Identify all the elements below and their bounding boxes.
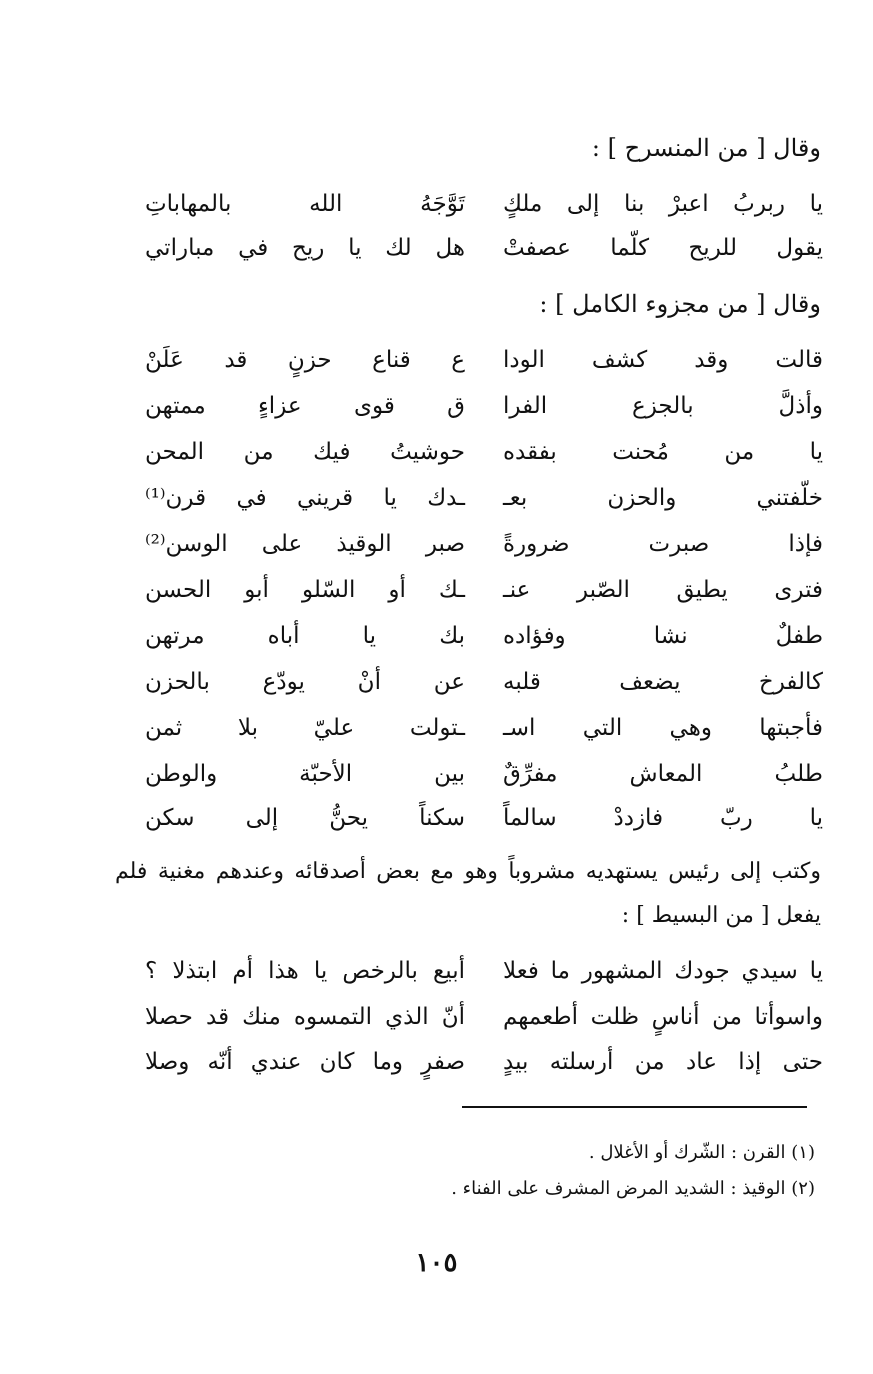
verse-first-hemistich: فترى يطيق الصّبر عنـ [503, 577, 823, 603]
footnote: (٢) الوقيذ : الشديد المرض المشرف على الفناء . [451, 1178, 815, 1199]
verse-first-hemistich: يا ربّ فازددْ سالماً [503, 805, 823, 831]
verse-line [145, 951, 823, 991]
verse-first-hemistich: وأذلَّ بالجزع الفرا [503, 393, 823, 419]
verse-first-hemistich: يا سيدي جودك المشهور ما فعلا [503, 958, 823, 984]
verse-second-hemistich: عن أنْ يودّع بالحزن [145, 669, 465, 695]
verse-line [145, 524, 823, 564]
verse-second-hemistich: ع قناع حزنٍ قد عَلَنْ [145, 347, 465, 373]
verse-second-hemistich: بين الأحبّة والوطن [145, 761, 465, 787]
footnote: (١) القرن : الشّرك أو الأغلال . [588, 1142, 815, 1163]
verse-line [145, 798, 823, 838]
verse-line [145, 754, 823, 794]
verse-first-hemistich: طلبُ المعاش مفرِّقٌ [503, 761, 823, 787]
verse-second-hemistich: حوشيتُ فيك من المحن [145, 439, 465, 465]
verse-line [145, 1042, 823, 1082]
verse-second-hemistich: صفرٍ وما كان عندي أنّه وصلا [145, 1049, 465, 1075]
verse-line [145, 662, 823, 702]
verse-second-hemistich: هل لك يا ريح في مباراتي [145, 235, 465, 261]
section2-heading: وقال [ من مجزوء الكامل ] : [539, 290, 821, 318]
verse-second-hemistich: صبر الوقيذ على الوسن⁽²⁾ [145, 531, 465, 557]
verse-second-hemistich: ق قوى عزاءٍ ممتهن [145, 393, 465, 419]
verse-first-hemistich: يقول للريح كلّما عصفتْ [503, 235, 823, 261]
page-number: ١٠٥ [415, 1248, 458, 1278]
section1-heading: وقال [ من المنسرح ] : [591, 134, 821, 162]
verse-first-hemistich: خلّفتني والحزن بعـ [503, 485, 823, 511]
verse-line [145, 386, 823, 426]
intro-paragraph: وكتب إلى رئيس يستهديه مشروباً وهو مع بعض أصدقائه وعندهم مغنية فلم يفعل [ من البسيط ] : [115, 859, 821, 928]
verse-line [145, 340, 823, 380]
verse-first-hemistich: يا من مُحنت بفقده [503, 439, 823, 465]
verse-second-hemistich: ـك أو السّلو أبو الحسن [145, 577, 465, 603]
verse-first-hemistich: فأجبتها وهي التي اسـ [503, 715, 823, 741]
verse-line [145, 478, 823, 518]
footnote-separator [462, 1106, 807, 1108]
verse-line [145, 432, 823, 472]
verse-line [145, 708, 823, 748]
verse-second-hemistich: أنّ الذي التمسوه منك قد حصلا [145, 1004, 465, 1030]
verse-line [145, 997, 823, 1037]
verse-second-hemistich: ـتولت عليّ بلا ثمن [145, 715, 465, 741]
verse-second-hemistich: أبيع بالرخص يا هذا أم ابتذلا ؟ [145, 958, 465, 984]
verse-line [145, 616, 823, 656]
verse-first-hemistich: قالت وقد كشف الودا [503, 347, 823, 373]
verse-first-hemistich: كالفرخ يضعف قلبه [503, 669, 823, 695]
verse-second-hemistich: تَوَّجَهُ الله بالمهاباتِ [145, 191, 465, 217]
verse-first-hemistich: فإذا صبرت ضرورةً [503, 531, 823, 557]
verse-first-hemistich: يا ربربُ اعبرْ بنا إلى ملكٍ [503, 191, 823, 217]
verse-second-hemistich: بك يا أباه مرتهن [145, 623, 465, 649]
verse-line [145, 570, 823, 610]
verse-first-hemistich: واسوأتا من أناسٍ ظلت أطعمهم [503, 1004, 823, 1030]
verse-second-hemistich: سكناً يحنُّ إلى سكن [145, 805, 465, 831]
verse-first-hemistich: طفلٌ نشا وفؤاده [503, 623, 823, 649]
verse-second-hemistich: ـدك يا قريني في قرن⁽¹⁾ [145, 485, 465, 511]
verse-line [145, 184, 823, 224]
verse-line [145, 228, 823, 268]
verse-first-hemistich: حتى إذا عاد من أرسلته بيدٍ [503, 1049, 823, 1075]
